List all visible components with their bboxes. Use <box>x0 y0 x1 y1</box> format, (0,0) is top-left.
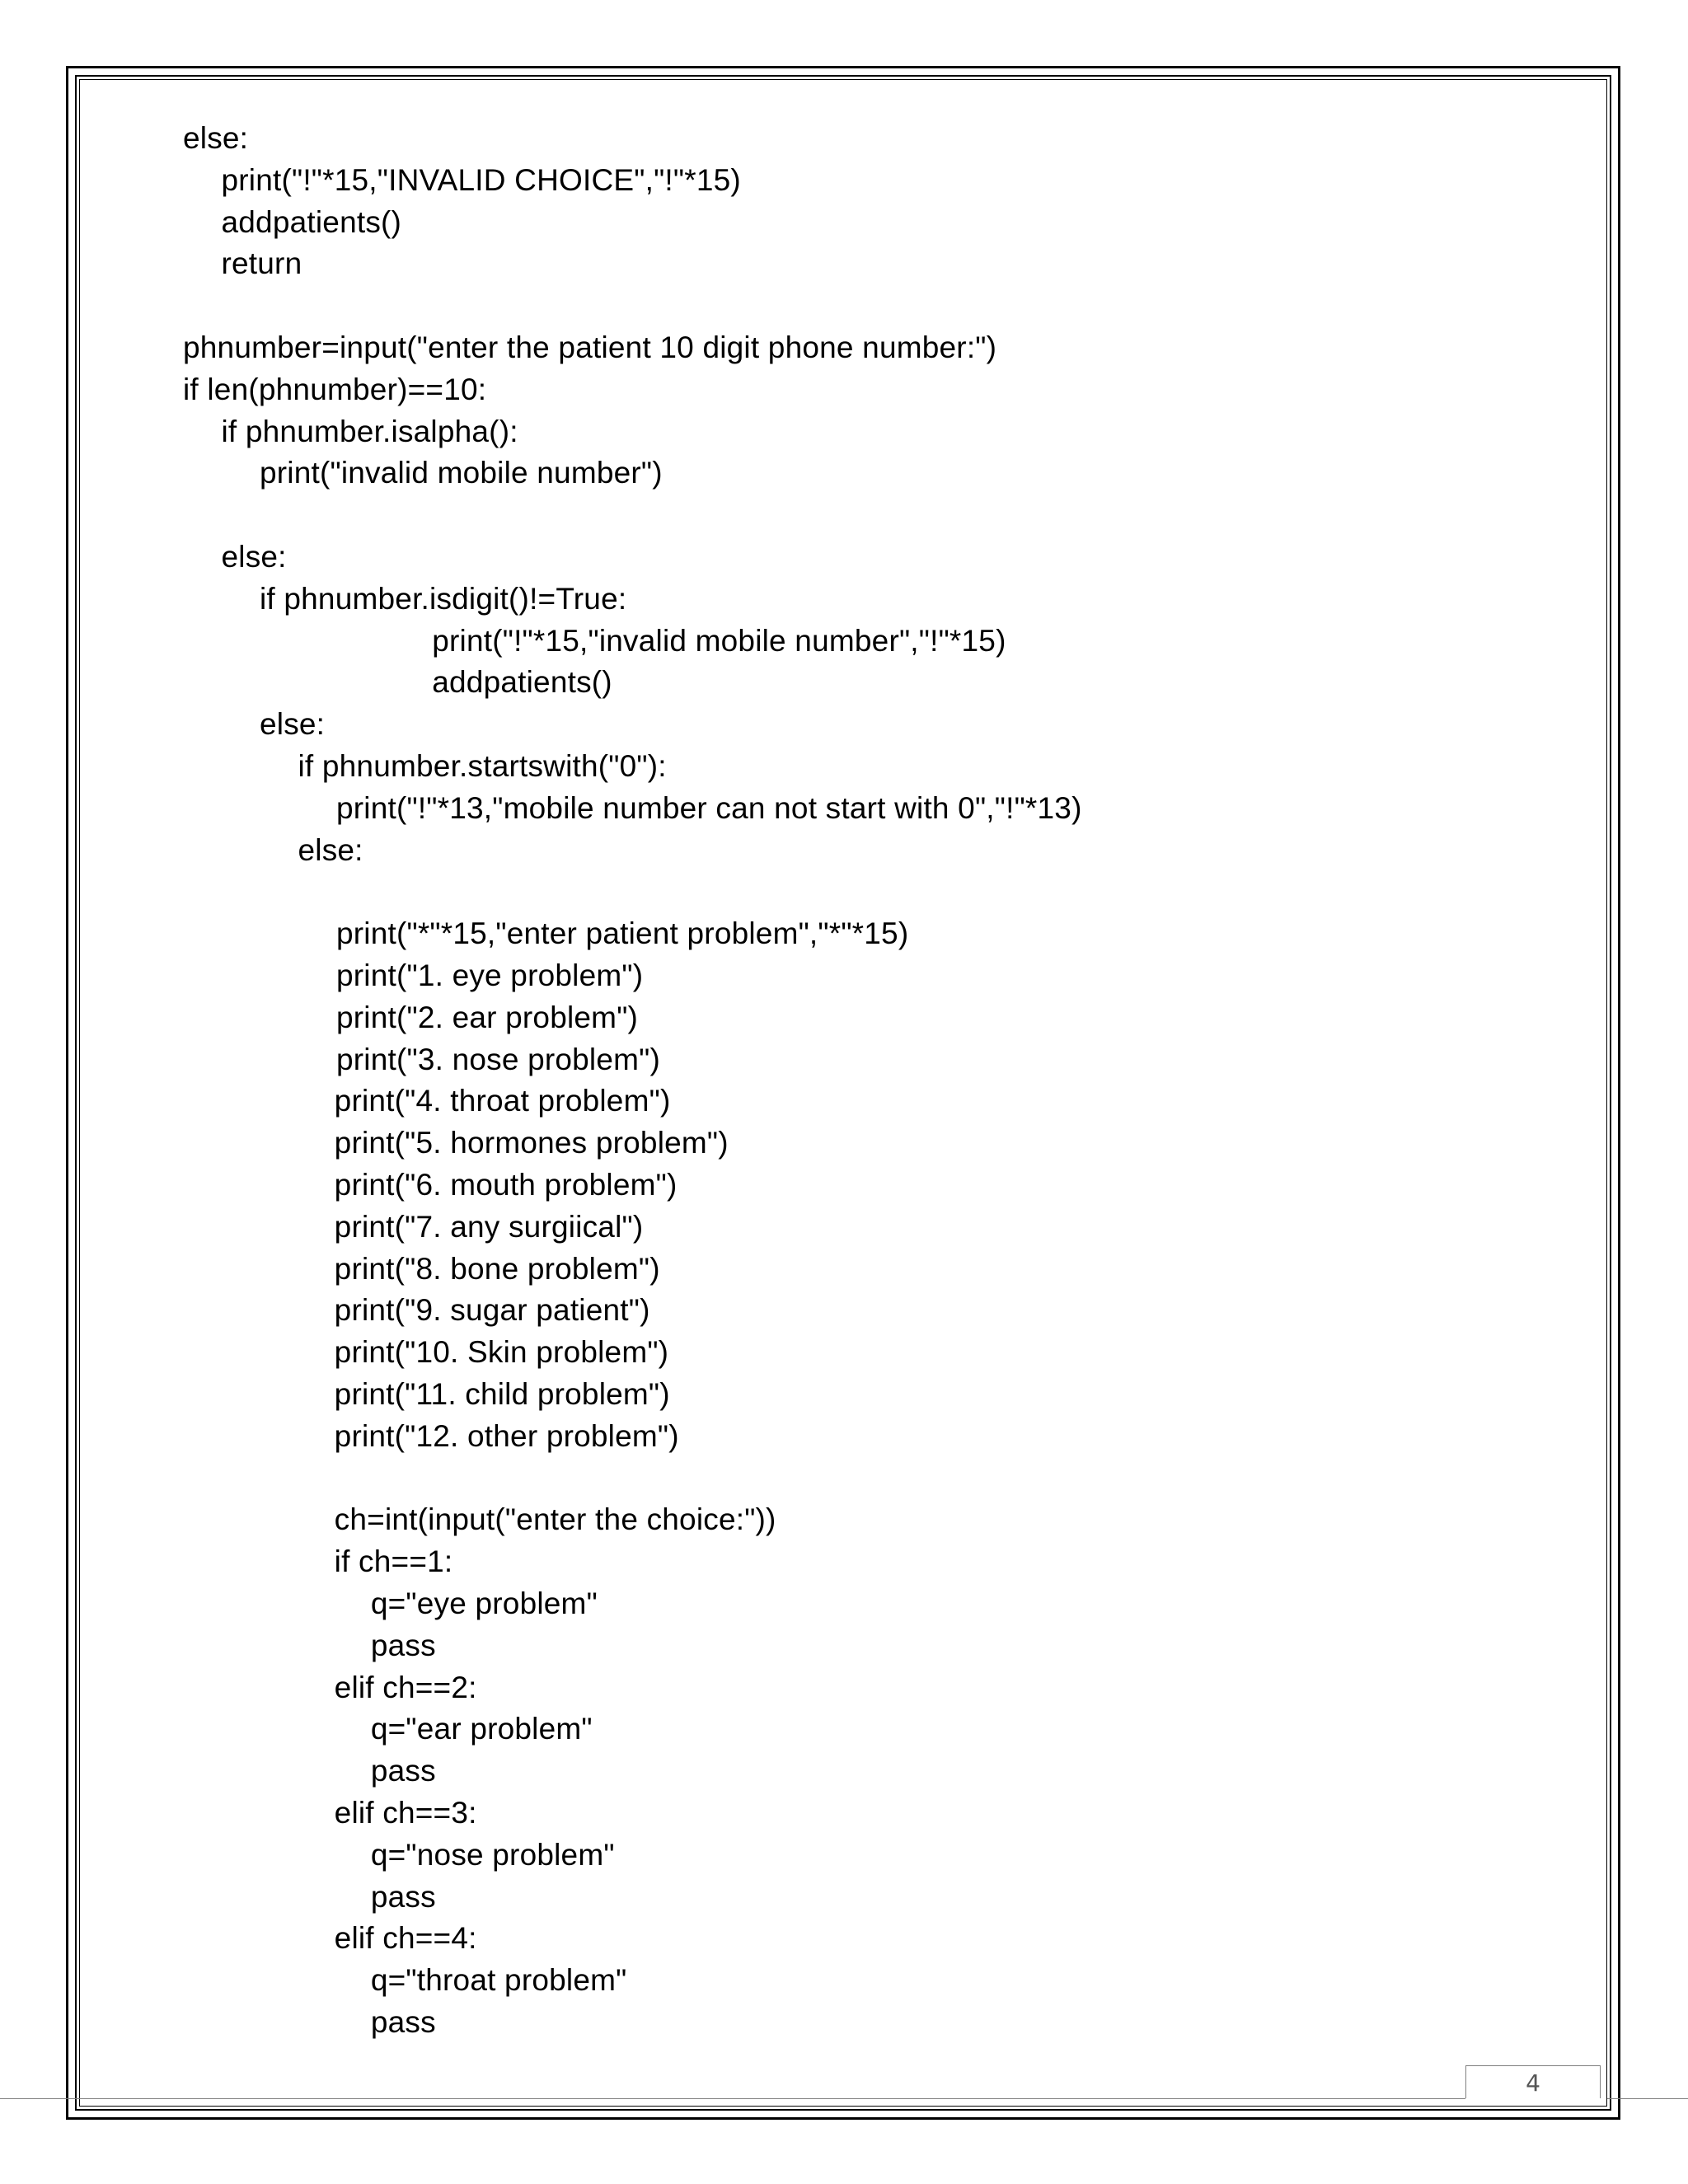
code-line: addpatients() <box>221 204 402 239</box>
code-line: else: <box>298 832 363 867</box>
page-number: 4 <box>1465 2065 1601 2098</box>
code-line: else: <box>183 121 249 155</box>
code-line: print("3. nose problem") <box>336 1042 661 1076</box>
code-line: print("8. bone problem") <box>334 1251 660 1286</box>
code-line: return <box>221 246 302 281</box>
code-line: print("6. mouth problem") <box>334 1168 678 1202</box>
code-line: print("12. other problem") <box>334 1418 679 1453</box>
code-line: else: <box>221 540 287 574</box>
code-line: pass <box>370 1754 436 1788</box>
code-line: ch=int(input("enter the choice:")) <box>334 1502 776 1537</box>
code-line: elif ch==4: <box>334 1921 477 1956</box>
code-line: print("2. ear problem") <box>336 1000 639 1034</box>
code-line: if len(phnumber)==10: <box>183 372 487 406</box>
code-line: print("*"*15,"enter patient problem","*"*15) <box>336 916 909 951</box>
code-line: q="nose problem" <box>370 1837 615 1872</box>
footer-rule-left <box>0 2098 79 2099</box>
code-line: if phnumber.isalpha(): <box>221 414 518 448</box>
code-line: if phnumber.startswith("0"): <box>298 749 667 783</box>
code-line: pass <box>370 1628 436 1662</box>
code-line: pass <box>370 1879 436 1914</box>
code-line: q="eye problem" <box>370 1586 598 1620</box>
code-line: pass <box>370 2005 436 2039</box>
code-line: print("11. child problem") <box>334 1377 670 1411</box>
code-line: phnumber=input("enter the patient 10 digit phone number:") <box>183 330 997 364</box>
code-line: print("10. Skin problem") <box>334 1335 669 1370</box>
footer-rule <box>79 2098 1465 2099</box>
code-line: elif ch==2: <box>334 1670 477 1704</box>
code-line: print("invalid mobile number") <box>260 456 663 490</box>
code-line: else: <box>260 707 326 742</box>
code-line: print("!"*15,"INVALID CHOICE","!"*15) <box>221 162 741 197</box>
code-line: print("!"*15,"invalid mobile number","!"*15) <box>432 623 1006 658</box>
code-line: if ch==1: <box>334 1544 453 1579</box>
code-line: elif ch==3: <box>334 1796 477 1830</box>
code-line: print("7. any surgiical") <box>334 1209 644 1244</box>
code-line: if phnumber.isdigit()!=True: <box>260 581 627 616</box>
code-line: print("9. sugar patient") <box>334 1293 650 1328</box>
code-line: print("1. eye problem") <box>336 958 644 992</box>
code-line: q="throat problem" <box>370 1963 627 1998</box>
code-line: print("!"*13,"mobile number can not start with 0","!"*13) <box>336 790 1082 825</box>
code-line: print("4. throat problem") <box>334 1084 671 1118</box>
code-line: addpatients() <box>432 665 612 700</box>
footer-rule-right <box>1607 2098 1688 2099</box>
code-line: q="ear problem" <box>370 1712 593 1746</box>
code-line: print("5. hormones problem") <box>334 1126 729 1160</box>
